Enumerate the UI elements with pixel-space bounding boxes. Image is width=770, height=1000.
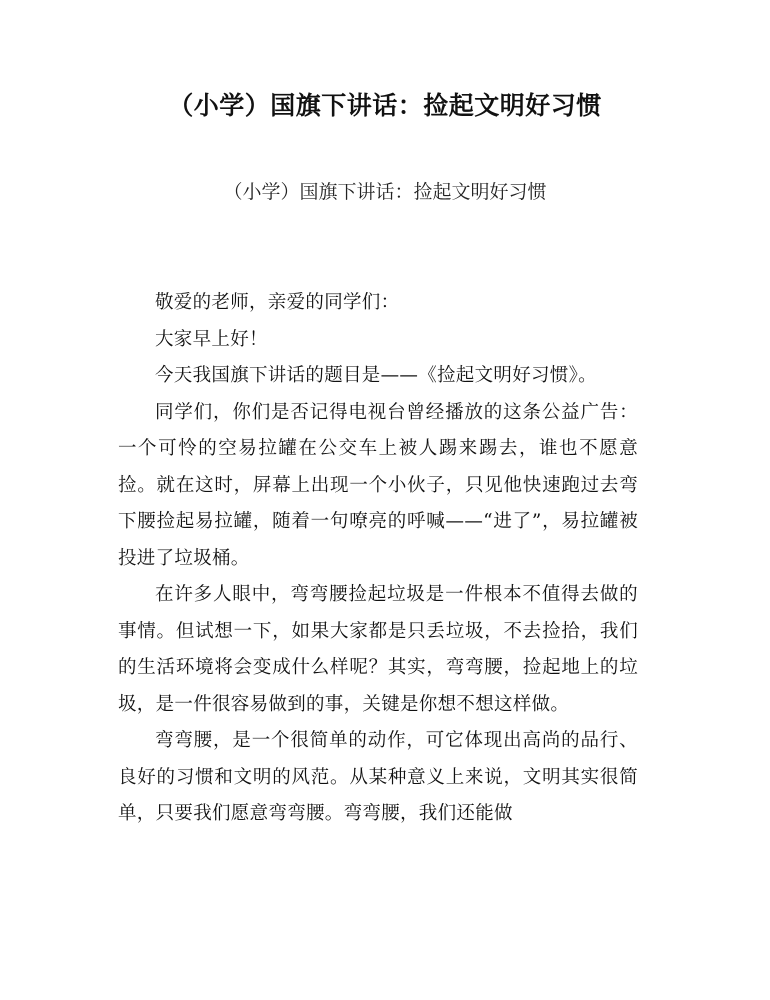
- document-body: [118, 285, 638, 833]
- document-subtitle: （小学）国旗下讲话：捡起文明好习惯: [223, 181, 547, 203]
- paragraph-advertisement: 同学们，你们是否记得电视台曾经播放的这条公益广告：一个可怜的空易拉罐在公交车上被人踢来踢去，谁也不愿意捡。就在这时，屏幕上出现一个小伙子，只见他快速跑过去弯下腰捡起易拉罐，随着一句嘹亮的呼喊——“进了”，易拉罐被投进了垃圾桶。: [118, 401, 638, 569]
- document-title: （小学）国旗下讲话：捡起文明好习惯: [168, 91, 602, 120]
- paragraph-bending-over: 弯弯腰，是一个很简单的动作，可它体现出高尚的品行、良好的习惯和文明的风范。从某种意义上来说，文明其实很简单，只要我们愿意弯弯腰。弯弯腰，我们还能做: [118, 730, 638, 824]
- paragraph-good-morning: 大家早上好！: [155, 328, 268, 350]
- paragraph-greeting: 敬爱的老师，亲爱的同学们：: [155, 292, 400, 313]
- paragraph-topic: 今天我国旗下讲话的题目是——《捡起文明好习惯》。: [155, 365, 597, 386]
- paragraph-picking-up-trash: 在许多人眼中，弯弯腰捡起垃圾是一件根本不值得去做的事情。但试想一下，如果大家都是只丢垃圾，不去捡拾，我们的生活环境将会变成什么样呢？其实，弯弯腰，捡起地上的垃圾，是一件很容易做到的事，关键是你想不想这样做。: [118, 584, 638, 715]
